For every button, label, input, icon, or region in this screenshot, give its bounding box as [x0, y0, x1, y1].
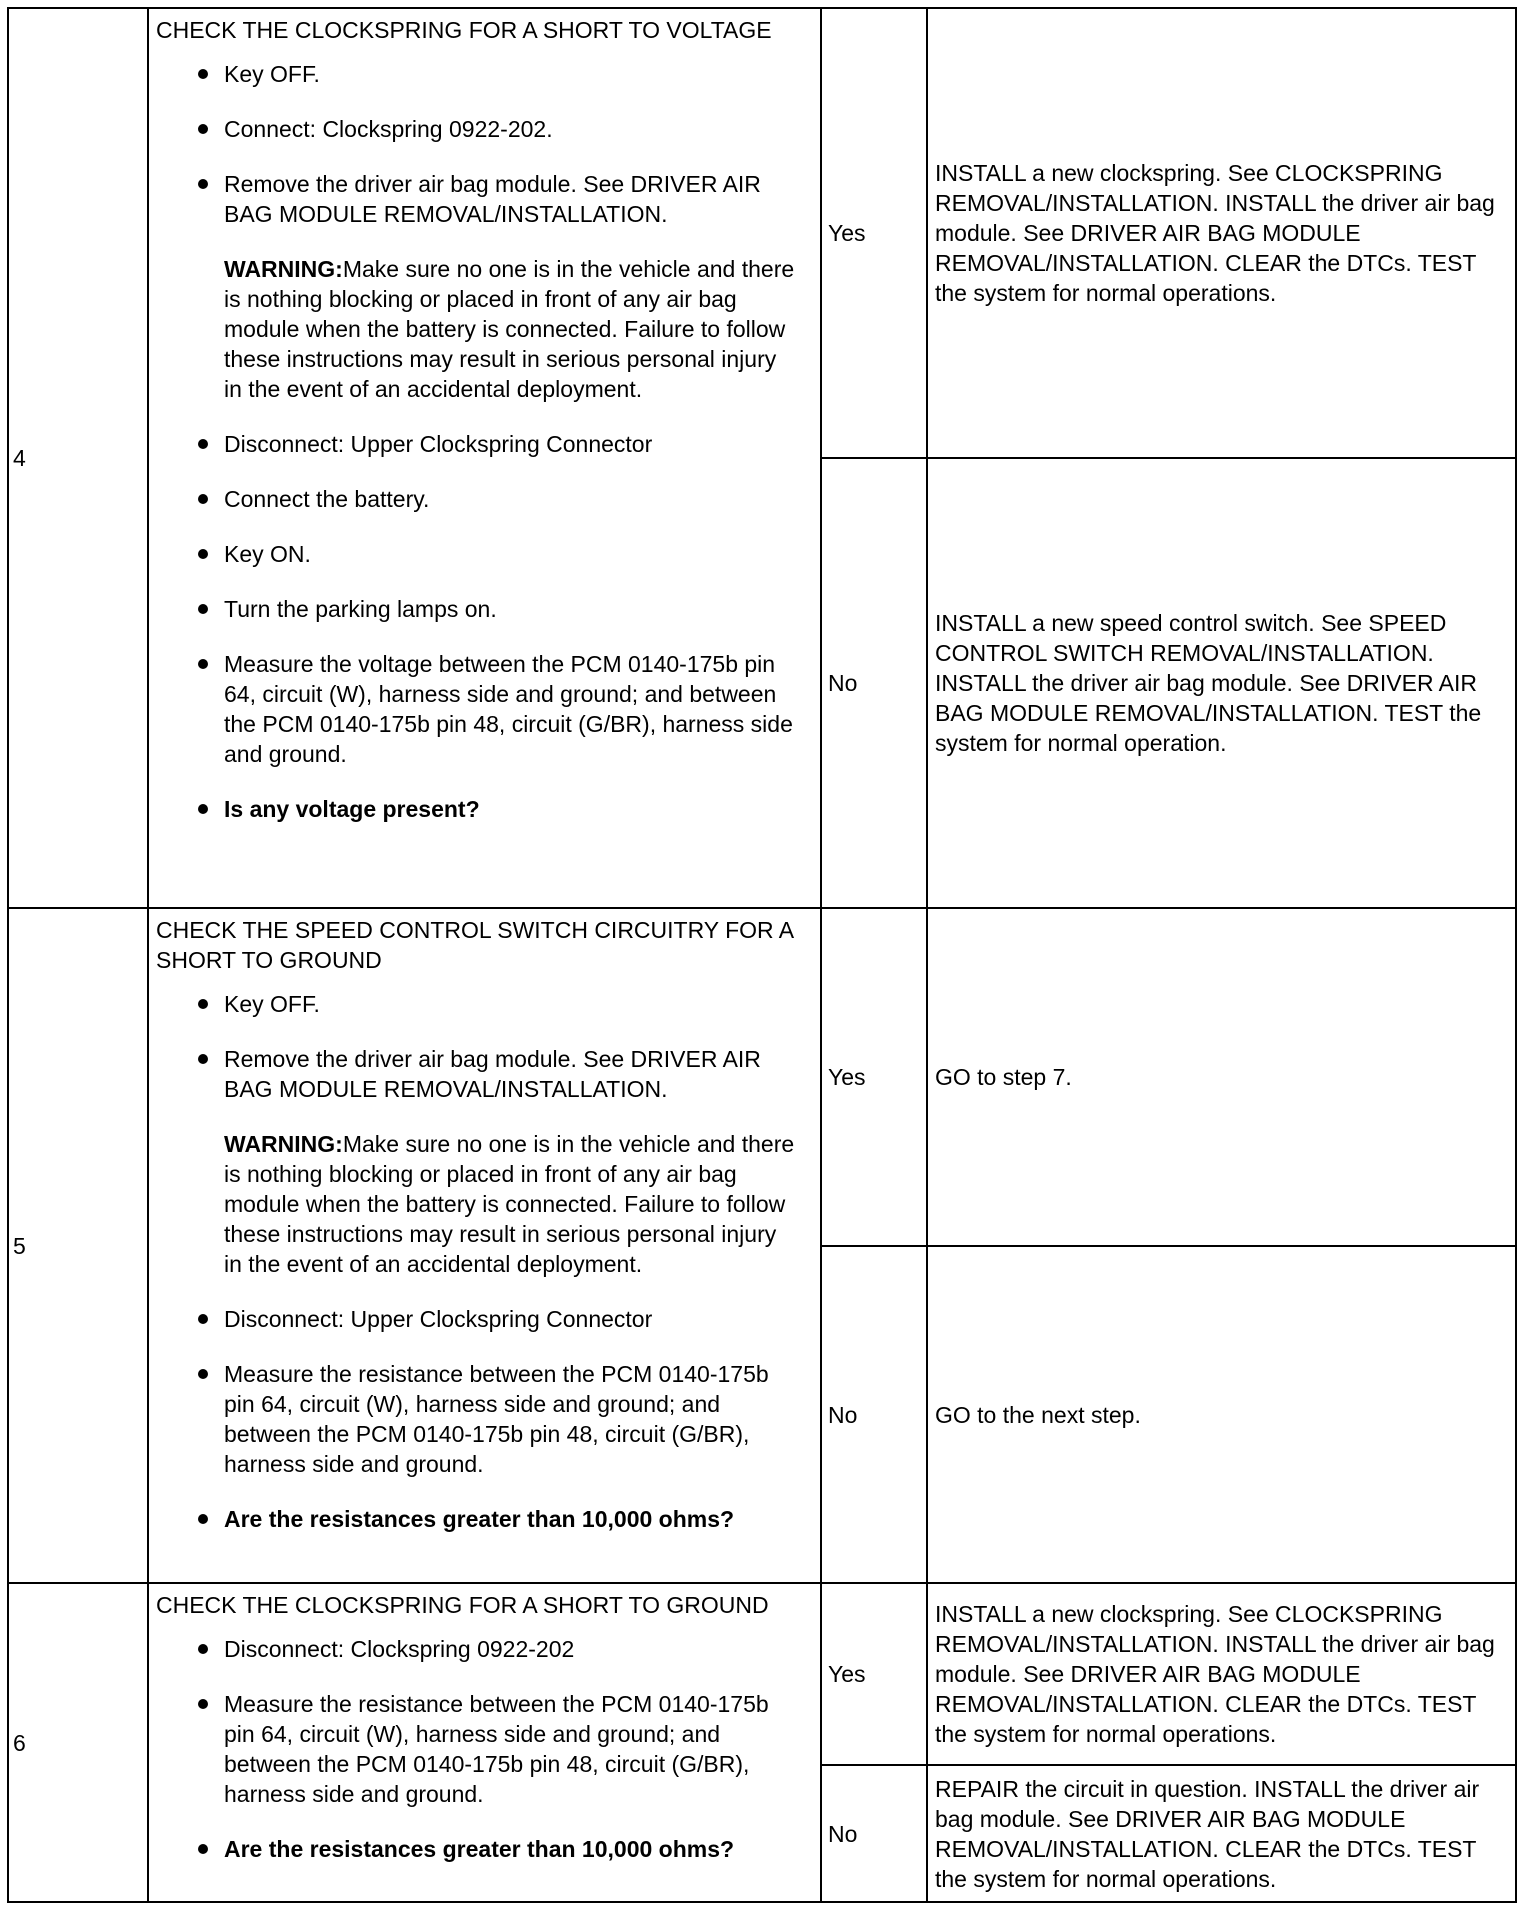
step-instruction: Measure the resistance between the PCM 0140-175b pin 64, circuit (W), harness side and ground; and between the PCM 0140-175b pin 48, circuit (G/BR), harness side and ground. [224, 1359, 796, 1479]
answer-yes: Yes [821, 1583, 927, 1765]
warning-note [224, 254, 796, 404]
action-yes: INSTALL a new clockspring. See CLOCKSPRING REMOVAL/INSTALLATION. INSTALL the driver air bag module. See DRIVER AIR BAG MODULE REMOVAL/INSTALLATION. CLEAR the DTCs. TEST the system for normal operations. [927, 1583, 1516, 1765]
step-instruction: Measure the voltage between the PCM 0140-175b pin 64, circuit (W), harness side and ground; and between the PCM 0140-175b pin 48, circuit (G/BR), harness side and ground. [224, 649, 796, 769]
warning-text: Make sure no one is in the vehicle and there is nothing blocking or placed in front of any air bag module when the battery is connected. Failure to follow these instructions may result in serious personal injury in the event of an accidental deployment. [224, 1131, 795, 1277]
step-instruction: Key OFF. [224, 989, 796, 1019]
step-instruction: Connect the battery. [224, 484, 796, 514]
warning-label: WARNING: [224, 1131, 343, 1157]
step-6-description [148, 1583, 821, 1902]
step-instruction: Key ON. [224, 539, 796, 569]
step-number: 4 [8, 8, 148, 908]
step-instruction: Measure the resistance between the PCM 0140-175b pin 64, circuit (W), harness side and ground; and between the PCM 0140-175b pin 48, circuit (G/BR), harness side and ground. [224, 1689, 796, 1809]
step-instruction: Turn the parking lamps on. [224, 594, 796, 624]
diagnostic-table [7, 7, 1517, 1903]
step-title: CHECK THE CLOCKSPRING FOR A SHORT TO GROUND [156, 1592, 769, 1618]
step-title: CHECK THE SPEED CONTROL SWITCH CIRCUITRY FOR A SHORT TO GROUND [156, 917, 793, 973]
step-4-description [148, 8, 821, 908]
step-instruction: Disconnect: Upper Clockspring Connector [224, 429, 796, 459]
step-5-yes-row [8, 908, 1516, 1246]
answer-no: No [821, 1246, 927, 1583]
warning-label: WARNING: [224, 256, 343, 282]
step-question: Are the resistances greater than 10,000 ohms? [224, 1504, 796, 1534]
answer-no: No [821, 1765, 927, 1902]
action-yes: INSTALL a new clockspring. See CLOCKSPRING REMOVAL/INSTALLATION. INSTALL the driver air bag module. See DRIVER AIR BAG MODULE REMOVAL/INSTALLATION. CLEAR the DTCs. TEST the system for normal operations. [927, 8, 1516, 458]
step-title: CHECK THE CLOCKSPRING FOR A SHORT TO VOLTAGE [156, 17, 772, 43]
warning-text: Make sure no one is in the vehicle and there is nothing blocking or placed in front of any air bag module when the battery is connected. Failure to follow these instructions may result in serious personal injury in the event of an accidental deployment. [224, 256, 795, 402]
step-instruction: Remove the driver air bag module. See DRIVER AIR BAG MODULE REMOVAL/INSTALLATION. [224, 169, 796, 229]
action-yes: GO to step 7. [927, 908, 1516, 1246]
answer-yes: Yes [821, 908, 927, 1246]
action-no: REPAIR the circuit in question. INSTALL the driver air bag module. See DRIVER AIR BAG MODULE REMOVAL/INSTALLATION. CLEAR the DTCs. TEST the system for normal operations. [927, 1765, 1516, 1902]
answer-yes: Yes [821, 8, 927, 458]
step-5-description [148, 908, 821, 1583]
step-question: Are the resistances greater than 10,000 ohms? [224, 1834, 796, 1864]
step-question: Is any voltage present? [224, 794, 796, 824]
action-no: GO to the next step. [927, 1246, 1516, 1583]
step-instruction: Remove the driver air bag module. See DRIVER AIR BAG MODULE REMOVAL/INSTALLATION. [224, 1044, 796, 1104]
step-instruction: Key OFF. [224, 59, 796, 89]
step-number: 6 [8, 1583, 148, 1902]
warning-note [224, 1129, 796, 1279]
step-number: 5 [8, 908, 148, 1583]
step-instruction: Disconnect: Clockspring 0922-202 [224, 1634, 796, 1664]
step-instruction: Connect: Clockspring 0922-202. [224, 114, 796, 144]
step-6-yes-row [8, 1583, 1516, 1765]
answer-no: No [821, 458, 927, 908]
action-no: INSTALL a new speed control switch. See SPEED CONTROL SWITCH REMOVAL/INSTALLATION. INSTALL the driver air bag module. See DRIVER AIR BAG MODULE REMOVAL/INSTALLATION. TEST the system for normal operation. [927, 458, 1516, 908]
step-4-yes-row [8, 8, 1516, 458]
step-instruction: Disconnect: Upper Clockspring Connector [224, 1304, 796, 1334]
